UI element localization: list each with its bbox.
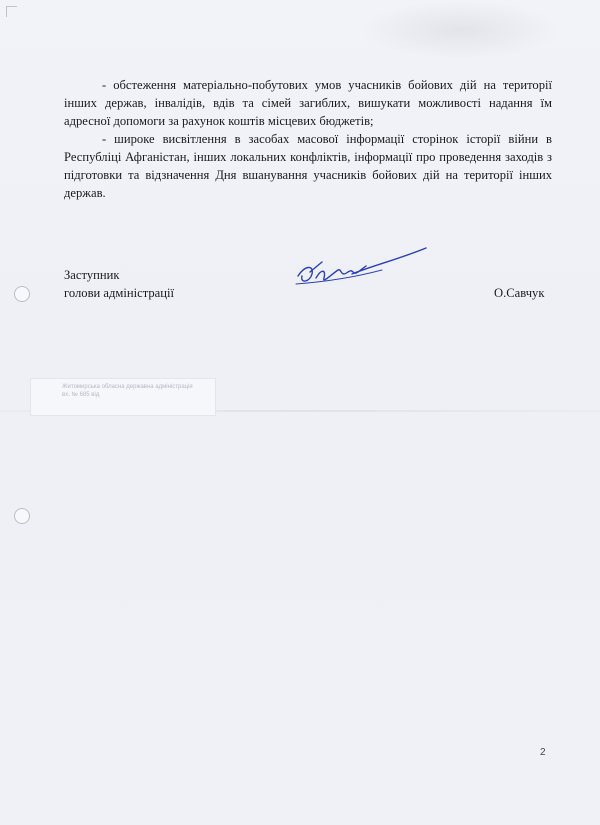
punch-hole-bottom [14, 508, 30, 524]
page-number: 2 [540, 747, 546, 758]
signer-name: О.Савчук [494, 286, 545, 300]
handwritten-signature [292, 244, 432, 294]
stamp-line-1: Житомирська обласна державна адміністрація [62, 384, 193, 390]
punch-hole-top [14, 286, 30, 302]
position-line-1: Заступник [64, 268, 120, 282]
paper-smudge [360, 0, 560, 60]
position-line-2: голови адміністрації [64, 286, 174, 300]
stamp-line-2: вх. № 685 від [62, 392, 100, 398]
paragraph-survey: - обстеження матеріально-побутових умов учасників бойових дій на території інших держав, інвалідів, вдів та сімей загиблих, вишукати можливості надання їм адресної допомоги за рахунок коштів місцевих бюджетів; [64, 78, 552, 128]
body-text [64, 76, 552, 202]
corner-mark [6, 6, 17, 17]
signer-position [64, 266, 174, 302]
paragraph-media: - широке висвітлення в засобах масової інформації сторінок історії війни в Республіці Афганістан, інших локальних конфліктів, інформації про проведення заходів з підготовки та відзначення Дня вшанування учасників бойових дій на території інших держав. [64, 132, 552, 200]
